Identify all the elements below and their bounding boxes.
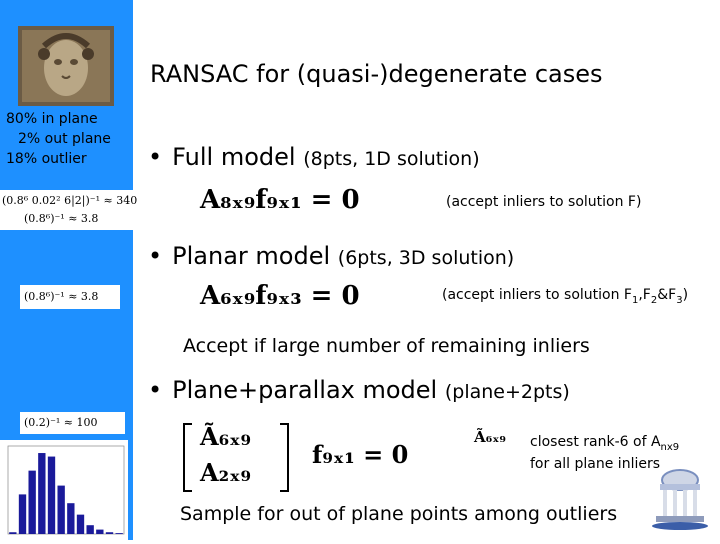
left-bracket-icon bbox=[178, 420, 200, 495]
outlier-stats bbox=[0, 109, 128, 189]
gazebo-logo bbox=[648, 466, 712, 530]
histogram-bar bbox=[115, 533, 122, 534]
eq-panel-1 bbox=[0, 190, 145, 230]
histogram-bar bbox=[77, 515, 84, 534]
eq-panel-3 bbox=[20, 412, 125, 434]
planar-model-detail: (6pts, 3D solution) bbox=[337, 247, 515, 269]
planar-note-text: &F bbox=[657, 287, 677, 303]
pp-matrix-rhs: f₉ₓ₁ = 0 bbox=[312, 440, 409, 469]
eq-planar-trials-a: (0.8⁶)⁻¹ ≈ 3.8 bbox=[24, 212, 99, 225]
histogram-bar bbox=[57, 486, 64, 534]
pp-note-1 bbox=[530, 434, 679, 453]
pp-matrix-top: Ã₆ₓ₉ bbox=[200, 422, 252, 451]
pp-model-label: Plane+parallax model bbox=[172, 376, 438, 404]
full-model-label: Full model bbox=[172, 143, 296, 171]
stat-outlier: 18% outlier bbox=[6, 151, 87, 167]
accept-line: Accept if large number of remaining inliers bbox=[183, 335, 590, 357]
histogram-bar bbox=[96, 530, 103, 534]
eq-panel-2 bbox=[20, 285, 120, 309]
stat-in-plane: 80% in plane bbox=[6, 111, 98, 127]
pp-note-2: for all plane inliers bbox=[530, 456, 661, 472]
full-model-equation: A₈ₓ₉f₉ₓ₁ = 0 bbox=[200, 185, 360, 215]
right-bracket-icon bbox=[272, 420, 294, 495]
planar-note-text: (accept inliers to solution F bbox=[442, 287, 632, 303]
histogram-bar bbox=[67, 503, 74, 534]
eq-planar-trials-b: (0.8⁶)⁻¹ ≈ 3.8 bbox=[24, 290, 99, 303]
sample-line: Sample for out of plane points among outliers bbox=[180, 503, 618, 525]
pp-model-detail: (plane+2pts) bbox=[444, 381, 570, 403]
planar-note-text: ) bbox=[682, 287, 689, 303]
bullet-dot: • bbox=[148, 143, 163, 171]
histogram-bar bbox=[19, 494, 26, 534]
planar-model-equation: A₆ₓ₉f₉ₓ₃ = 0 bbox=[200, 281, 360, 311]
pp-matrix-bottom: A₂ₓ₉ bbox=[200, 458, 252, 487]
planar-note-sub: 3 bbox=[676, 294, 683, 306]
bullet-planar-model bbox=[148, 242, 514, 270]
pp-note-text: closest rank-6 of A bbox=[530, 434, 661, 450]
full-model-detail: (8pts, 1D solution) bbox=[303, 148, 480, 170]
histogram-bar bbox=[38, 453, 45, 534]
pp-symbol: Ã₆ₓ₉ bbox=[474, 428, 506, 446]
slide-title: RANSAC for (quasi-)degenerate cases bbox=[150, 60, 603, 88]
bullet-full-model bbox=[148, 143, 480, 171]
full-model-note: (accept inliers to solution F) bbox=[446, 194, 642, 210]
eq-parallax-trials: (0.2)⁻¹ ≈ 100 bbox=[24, 416, 98, 429]
planar-note-sub: 1 bbox=[631, 294, 639, 306]
histogram-bar bbox=[28, 471, 35, 534]
planar-model-note bbox=[442, 287, 688, 306]
bullet-dot: • bbox=[148, 376, 163, 404]
histogram bbox=[0, 440, 128, 540]
bullet-dot: • bbox=[148, 242, 163, 270]
histogram-bar bbox=[48, 457, 55, 534]
pp-note-sub: nx9 bbox=[660, 441, 680, 453]
planar-model-label: Planar model bbox=[172, 242, 331, 270]
stat-out-plane: 2% out plane bbox=[18, 131, 111, 147]
carving-image bbox=[18, 26, 114, 106]
planar-note-text: ,F bbox=[638, 287, 651, 303]
pp-matrix-equation bbox=[178, 420, 448, 495]
histogram-bar bbox=[86, 525, 93, 534]
planar-note-sub: 2 bbox=[650, 294, 658, 306]
histogram-bar bbox=[9, 532, 16, 534]
eq-full-trials: (0.8⁶ 0.02² 6|2|)⁻¹ ≈ 340 bbox=[2, 194, 138, 207]
bullet-plane-parallax-model bbox=[148, 376, 570, 404]
histogram-bar bbox=[106, 532, 113, 534]
